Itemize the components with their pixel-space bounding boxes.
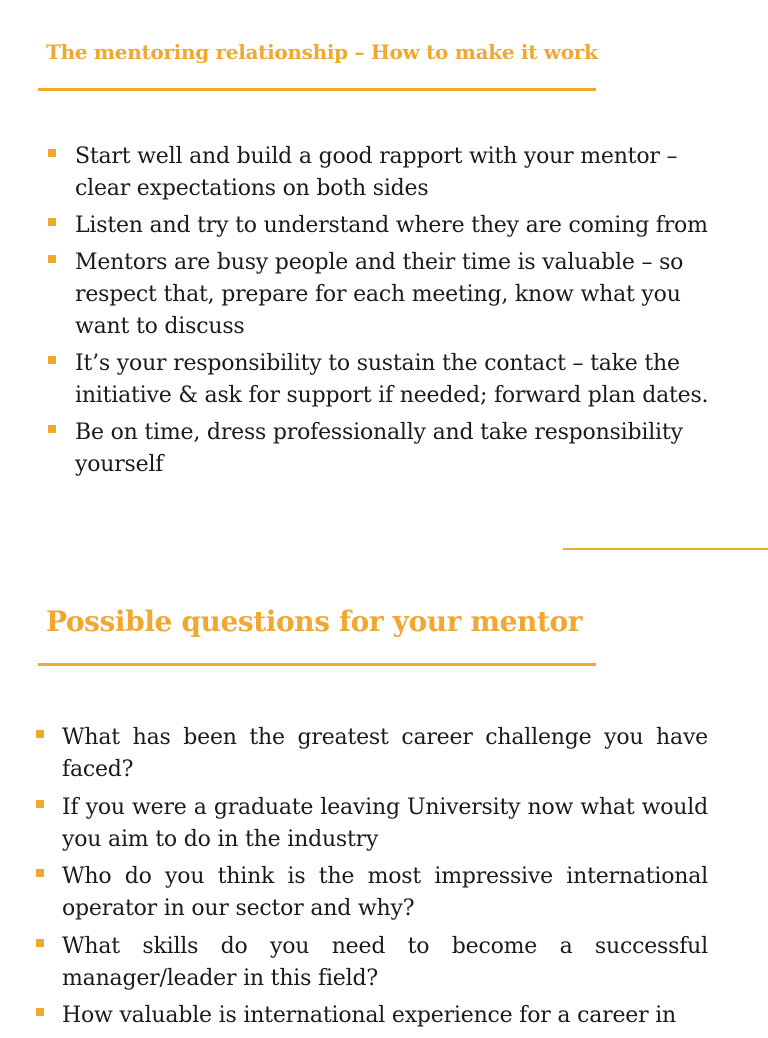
- title-underline: [38, 663, 596, 666]
- list-item: [46, 417, 736, 481]
- list-item-text: If you were a graduate leaving University now what would you aim to do in the industry: [62, 794, 708, 852]
- list-item: [34, 931, 708, 995]
- list-item-text: What has been the greatest career challenge you have faced?: [62, 725, 708, 782]
- list-item: [34, 861, 708, 925]
- list-item-text: How valuable is international experience for a career in: [62, 1003, 676, 1028]
- slide-divider: [563, 548, 768, 550]
- square-bullet-icon: [48, 255, 56, 263]
- square-bullet-icon: [48, 149, 56, 157]
- list-item-text: Who do you think is the most impressive international operator in our sector and why?: [62, 864, 708, 921]
- list-item: [34, 722, 708, 786]
- list-item-text: What skills do you need to become a successful manager/leader in this field?: [62, 933, 708, 991]
- square-bullet-icon: [36, 869, 44, 877]
- list-item: [34, 792, 708, 856]
- list-item: [46, 348, 736, 412]
- list-item: [46, 210, 736, 242]
- title-underline: [38, 88, 596, 91]
- square-bullet-icon: [36, 800, 44, 808]
- list-item-text: Start well and build a good rapport with your mentor – clear expectations on both sides: [75, 144, 678, 201]
- mentor-questions-list: [34, 722, 708, 1038]
- list-item: [46, 247, 736, 343]
- square-bullet-icon: [48, 356, 56, 364]
- section-title-mentoring: The mentoring relationship – How to make it work: [46, 40, 598, 64]
- square-bullet-icon: [48, 425, 56, 433]
- square-bullet-icon: [36, 730, 44, 738]
- square-bullet-icon: [48, 218, 56, 226]
- square-bullet-icon: [36, 939, 44, 947]
- list-item: [46, 141, 736, 205]
- section-title-questions: Possible questions for your mentor: [46, 605, 583, 638]
- list-item-text: Be on time, dress professionally and take responsibility yourself: [75, 420, 683, 477]
- list-item: [34, 1000, 708, 1032]
- list-item-text: It’s your responsibility to sustain the contact – take the initiative & ask for support if needed; forward plan dates.: [75, 351, 709, 408]
- list-item-text: Mentors are busy people and their time is valuable – so respect that, prepare for each meeting, know what you want to discuss: [75, 250, 684, 339]
- square-bullet-icon: [36, 1008, 44, 1016]
- list-item-text: Listen and try to understand where they are coming from: [75, 213, 708, 238]
- mentoring-tips-list: [46, 141, 736, 486]
